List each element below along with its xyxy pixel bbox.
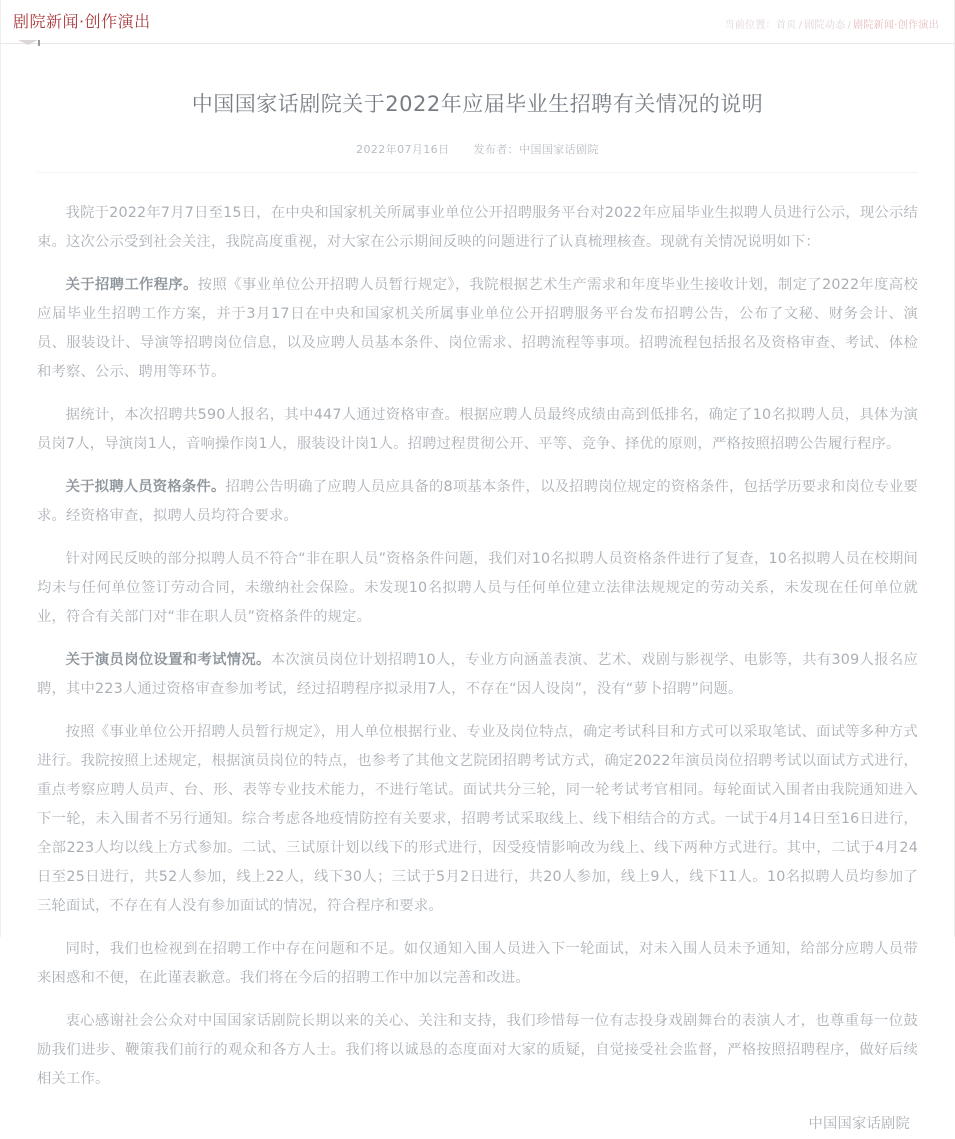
breadcrumb-item-home[interactable]: 首页 (775, 20, 797, 31)
triangle-marker-icon (18, 40, 38, 45)
paragraph-lead: 关于拟聘人员资格条件。 (65, 479, 226, 495)
paragraph (37, 935, 918, 993)
paragraph (37, 401, 918, 459)
breadcrumb-item-category[interactable]: 剧院动态 (804, 20, 846, 31)
page-header (0, 0, 955, 44)
breadcrumb-item-current: 剧院新闻·创作演出 (853, 20, 939, 31)
paragraph-text: 招聘公告明确了应聘人员应具备的8项基本条件，以及招聘岗位规定的资格条件，包括学历要求和岗位专业要求。经资格审查，拟聘人员均符合要求。 (37, 479, 918, 524)
breadcrumb-label: 当前位置： (724, 20, 776, 31)
publisher: 发布者：中国国家话剧院 (473, 143, 599, 156)
paragraph-lead: 关于招聘工作程序。 (65, 277, 198, 293)
paragraph-text: 我院于2022年7月7日至15日，在中央和国家机关所属事业单位公开招聘服务平台对2022年应届毕业生拟聘人员进行公示，现公示结束。这次公示受到社会关注，我院高度重视，对大家在公示期间反映的问题进行了认真梳理核查。现就有关情况说明如下： (37, 205, 918, 250)
paragraph-text: 据统计，本次招聘共590人报名，其中447人通过资格审查。根据应聘人员最终成绩由高到低排名，确定了10名拟聘人员，具体为演员岗7人，导演岗1人，音响操作岗1人，服装设计岗1人。招聘过程贯彻公开、平等、竞争、择优的原则，严格按照招聘公告履行程序。 (37, 407, 918, 452)
header-divider (0, 43, 955, 44)
paragraph (37, 545, 918, 632)
breadcrumb-separator: / (798, 20, 803, 31)
paragraph-text: 按照《事业单位公开招聘人员暂行规定》，用人单位根据行业、专业及岗位特点，确定考试科目和方式可以采取笔试、面试等多种方式进行。我院按照上述规定，根据演员岗位的特点，也参考了其他文艺院团招聘考试方式，确定2022年演员岗位招聘考试以面试方式进行，重点考察应聘人员声、台、形、表等专业技术能力，不进行笔试。面试共分三轮，同一轮考试考官相同。每轮面试入围者由我院通知进入下一轮，未入围者不另行通知。综合考虑各地疫情防控有关要求，招聘考试采取线上、线下相结合的方式。一试于4月14日至16日进行，全部223人均以线上方式参加。二试、三试原计划以线下的形式进行，因受疫情影响改为线上、线下两种方式进行。其中，二试于4月24日至25日进行，共52人参加，线上22人，线下30人；三试于5月2日进行，共20人参加，线上9人，线下11人。10名拟聘人员均参加了三轮面试，不存在有人没有参加面试的情况，符合程序和要求。 (37, 724, 918, 914)
article-meta (37, 142, 918, 158)
breadcrumb (724, 19, 939, 33)
section-title: 剧院新闻·创作演出 (13, 12, 151, 31)
publish-date: 2022年07月16日 (356, 143, 450, 156)
article (0, 89, 955, 1139)
tick-marker-icon (38, 40, 40, 46)
paragraph (37, 1007, 918, 1094)
paragraph (37, 473, 918, 531)
article-signature: 中国国家话剧院 (808, 1116, 910, 1132)
paragraph-text: 同时，我们也检视到在招聘工作中存在问题和不足。如仅通知入围人员进入下一轮面试，对未入围人员未予通知，给部分应聘人员带来困惑和不便，在此谨表歉意。我们将在今后的招聘工作中加以完善和改进。 (37, 941, 918, 986)
paragraph-text: 按照《事业单位公开招聘人员暂行规定》，我院根据艺术生产需求和年度毕业生接收计划，制定了2022年度高校应届毕业生招聘工作方案，并于3月17日在中央和国家机关所属事业单位公开招聘服务平台发布招聘公告，公布了文秘、财务会计、演员、服装设计、导演等招聘岗位信息，以及应聘人员基本条件、岗位需求、招聘流程等事项。招聘流程包括报名及资格审查、考试、体检和考察、公示、聘用等环节。 (37, 277, 918, 380)
paragraph (37, 646, 918, 704)
article-body (37, 199, 918, 1139)
paragraph (37, 271, 918, 387)
paragraph-text: 本次演员岗位计划招聘10人，专业方向涵盖表演、艺术、戏剧与影视学、电影等，共有309人报名应聘，其中223人通过资格审查参加考试，经过招聘程序拟录用7人，不存在“因人设岗”，没有“萝卜招聘”问题。 (37, 652, 918, 697)
paragraph (37, 199, 918, 257)
paragraph-lead: 关于演员岗位设置和考试情况。 (65, 652, 271, 668)
page-title: 中国国家话剧院关于2022年应届毕业生招聘有关情况的说明 (191, 92, 764, 116)
paragraph-text: 衷心感谢社会公众对中国国家话剧院长期以来的关心、关注和支持，我们珍惜每一位有志投身戏剧舞台的表演人才，也尊重每一位鼓励我们进步、鞭策我们前行的观众和各方人士。我们将以诚恳的态度面对大家的质疑，自觉接受社会监督，严格按照招聘程序，做好后续相关工作。 (37, 1013, 918, 1087)
paragraph-text: 针对网民反映的部分拟聘人员不符合“非在职人员”资格条件问题，我们对10名拟聘人员资格条件进行了复查，10名拟聘人员在校期间均未与任何单位签订劳动合同，未缴纳社会保险。未发现10名拟聘人员与任何单位建立法律法规规定的劳动关系，未发现在任何单位就业，符合有关部门对“非在职人员”资格条件的规定。 (37, 551, 918, 625)
paragraph (37, 718, 918, 921)
meta-divider (37, 172, 918, 173)
breadcrumb-separator: / (847, 20, 852, 31)
